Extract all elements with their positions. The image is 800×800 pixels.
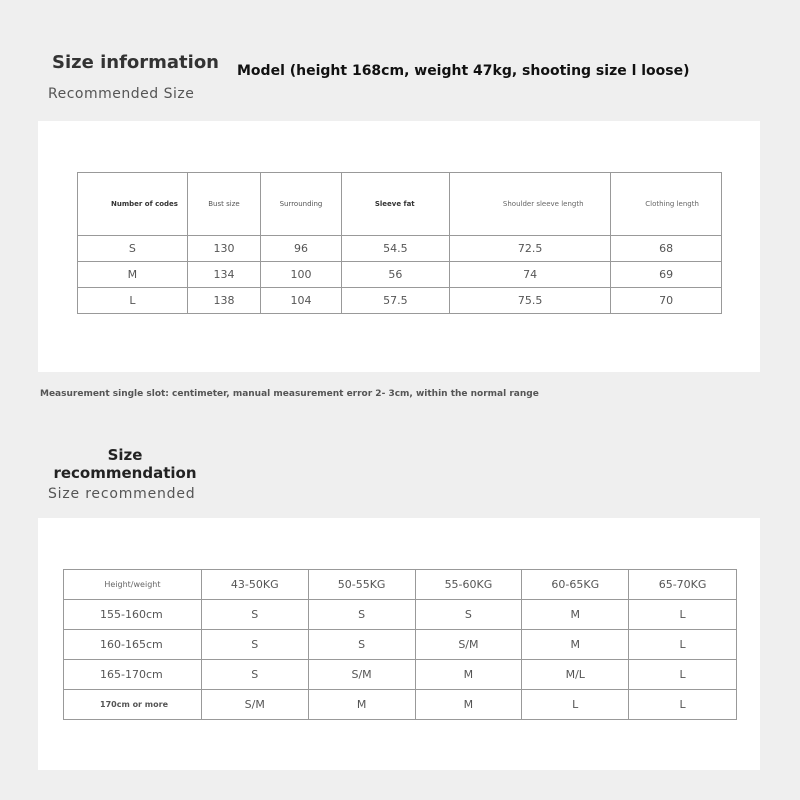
table-cell: L: [629, 690, 737, 720]
row-height-label: 170cm or more: [64, 690, 202, 720]
table-row: [78, 236, 722, 262]
table-cell: S: [201, 600, 308, 630]
table-cell: 134: [187, 262, 260, 288]
table-cell: 54.5: [341, 236, 449, 262]
table-cell: M/L: [522, 660, 629, 690]
table-cell: 57.5: [341, 288, 449, 314]
row-height-label: 155-160cm: [64, 600, 202, 630]
table-cell: L: [629, 600, 737, 630]
table-cell: S: [201, 660, 308, 690]
header-number-of-codes: Number of codes: [78, 173, 188, 236]
table-cell: S/M: [415, 630, 522, 660]
row-height-label: 165-170cm: [64, 660, 202, 690]
table-row: [64, 660, 737, 690]
size-recommendation-title: Size recommendation: [53, 446, 197, 482]
table-cell: 130: [187, 236, 260, 262]
measurement-note: Measurement single slot: centimeter, manual measurement error 2- 3cm, within the normal range: [40, 389, 539, 399]
header-weight-range: 43-50KG: [201, 570, 308, 600]
table-row: [64, 690, 737, 720]
table-cell: L: [629, 660, 737, 690]
header-clothing-length: Clothing length: [611, 173, 722, 236]
table-cell: M: [78, 262, 188, 288]
header-bust-size: Bust size: [187, 173, 260, 236]
table-row: [78, 262, 722, 288]
table-cell: M: [415, 690, 522, 720]
model-note: Model (height 168cm, weight 47kg, shooting size l loose): [237, 63, 690, 79]
header-surrounding: Surrounding: [261, 173, 342, 236]
table-cell: 56: [341, 262, 449, 288]
size-table: [77, 172, 722, 314]
header-height-weight: Height/weight: [64, 570, 202, 600]
table-cell: 70: [611, 288, 722, 314]
table-cell: 72.5: [449, 236, 610, 262]
recommendation-table: [63, 569, 737, 720]
table-cell: 69: [611, 262, 722, 288]
size-information-title: Size information: [52, 52, 220, 73]
table-cell: M: [522, 630, 629, 660]
header-sleeve-fat: Sleeve fat: [341, 173, 449, 236]
table-cell: S: [308, 600, 415, 630]
table-cell: S: [415, 600, 522, 630]
header-weight-range: 65-70KG: [629, 570, 737, 600]
table-cell: 96: [261, 236, 342, 262]
table-cell: S/M: [308, 660, 415, 690]
table-cell: M: [415, 660, 522, 690]
table-cell: 68: [611, 236, 722, 262]
header-weight-range: 55-60KG: [415, 570, 522, 600]
table-cell: L: [522, 690, 629, 720]
table-row: [64, 630, 737, 660]
table-cell: 104: [261, 288, 342, 314]
table-cell: L: [629, 630, 737, 660]
table-cell: 100: [261, 262, 342, 288]
table-cell: M: [522, 600, 629, 630]
table-cell: 138: [187, 288, 260, 314]
table-cell: M: [308, 690, 415, 720]
header-weight-range: 50-55KG: [308, 570, 415, 600]
table-cell: S/M: [201, 690, 308, 720]
table-row: [78, 288, 722, 314]
header-shoulder-sleeve-length: Shoulder sleeve length: [449, 173, 610, 236]
table-cell: L: [78, 288, 188, 314]
table-cell: S: [201, 630, 308, 660]
recommended-size-subtitle: Recommended Size: [48, 86, 195, 102]
table-cell: 74: [449, 262, 610, 288]
table-cell: S: [308, 630, 415, 660]
table-row: [64, 600, 737, 630]
table-cell: 75.5: [449, 288, 610, 314]
recommendation-header-row: [64, 570, 737, 600]
size-recommended-subtitle: Size recommended: [48, 486, 196, 502]
row-height-label: 160-165cm: [64, 630, 202, 660]
header-weight-range: 60-65KG: [522, 570, 629, 600]
size-table-header-row: [78, 173, 722, 236]
table-cell: S: [78, 236, 188, 262]
